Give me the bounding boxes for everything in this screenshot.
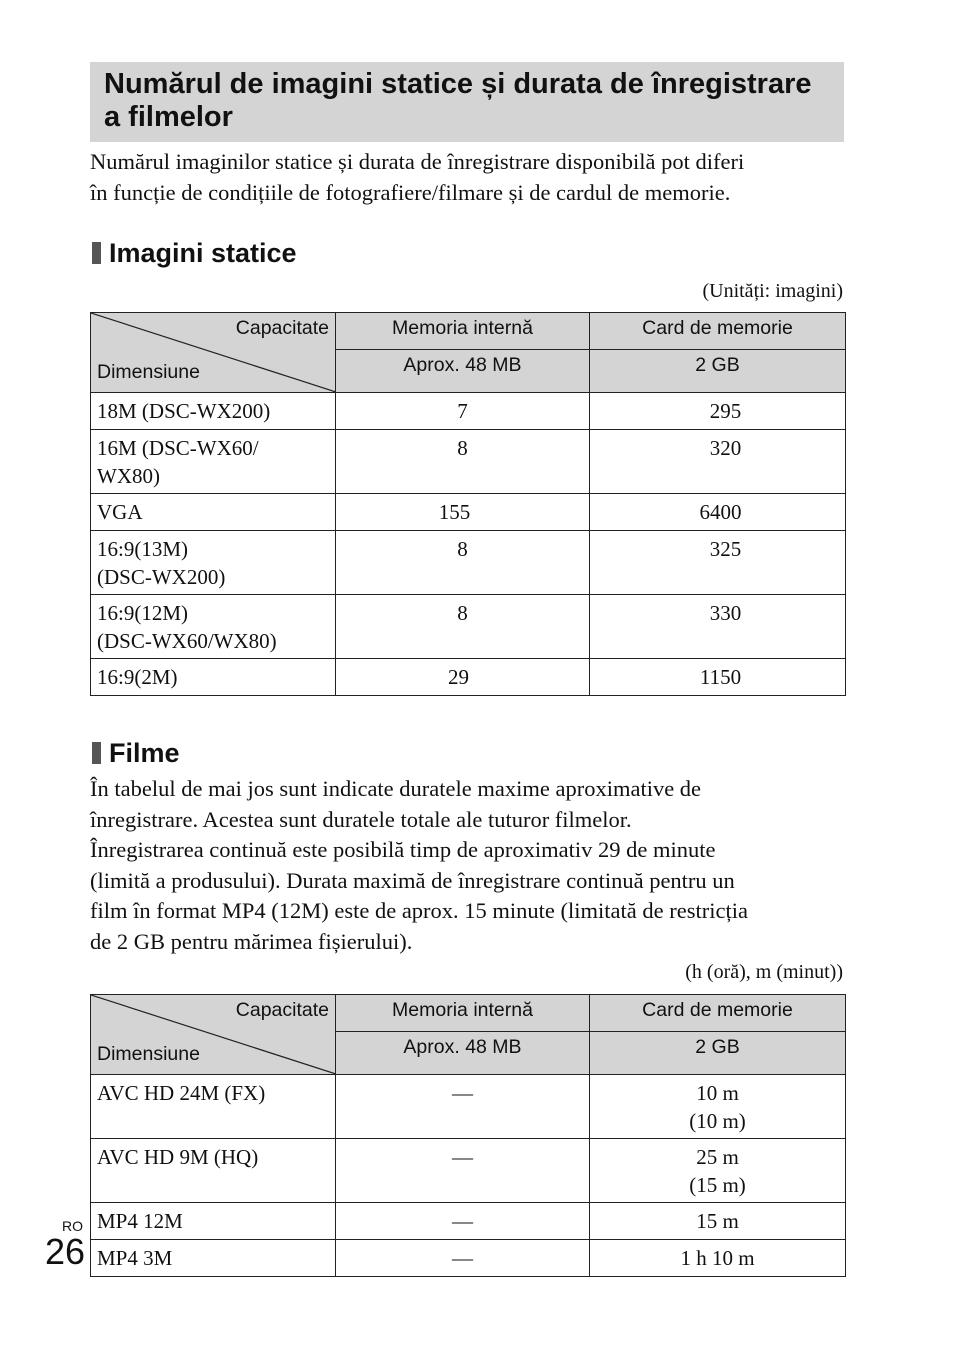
language-code: RO — [62, 1218, 83, 1234]
col-internal-header: Memoria internă — [336, 313, 590, 350]
movies-paragraph: În tabelul de mai jos sunt indicate duratele maxime aproximative de înregistrare. Acestea sunt duratele totale ale tuturor filmelor. Înregistrarea continuă este posibilă timp de aproximativ 29 de minute (limită a produsului). Durata maximă de înregistrare continuă pentru un film în format MP4 (12M) este de aprox. 15 minute (limitată de restricția de 2 GB pentru mărimea fișierului). — [90, 776, 748, 954]
table-row: AVC HD 24M (FX) — 10 m (10 m) — [91, 1075, 846, 1139]
table-row: 16:9(2M) 29 1150 — [91, 659, 846, 696]
col-card-header: Card de memorie — [590, 995, 846, 1032]
movies-units-note: (h (oră), m (minut)) — [685, 961, 843, 983]
movies-heading-text: Filme — [109, 738, 180, 768]
intro-paragraph: Numărul imaginilor statice și durata de înregistrare disponibilă pot diferi în funcție de condițiile de fotografiere/filmare și de cardul de memorie. — [90, 149, 745, 205]
table-row: 16:9(13M) (DSC-WX200) 8 325 — [91, 531, 846, 595]
table-row: MP4 3M — 1 h 10 m — [91, 1240, 846, 1277]
col-internal-header: Memoria internă — [336, 995, 590, 1032]
still-section-heading — [90, 238, 297, 268]
size-label: Dimensiune — [97, 361, 200, 383]
table-row: VGA 155 6400 — [91, 494, 846, 531]
section-marker-icon — [92, 242, 101, 264]
diagonal-header-cell — [91, 313, 336, 393]
page-number: 26 — [45, 1231, 86, 1272]
internal-capacity-header: Aprox. 48 MB — [336, 1032, 590, 1075]
table-row: 16:9(12M) (DSC-WX60/WX80) 8 330 — [91, 595, 846, 659]
table-row: MP4 12M — 15 m — [91, 1203, 846, 1240]
movies-section-heading — [90, 738, 180, 768]
diagonal-header-cell — [91, 995, 336, 1075]
still-heading-text: Imagini statice — [109, 238, 297, 268]
still-images-table — [90, 312, 846, 696]
size-label: Dimensiune — [97, 1043, 200, 1065]
table-row: AVC HD 9M (HQ) — 25 m (15 m) — [91, 1139, 846, 1203]
card-capacity-header: 2 GB — [590, 1032, 846, 1075]
card-capacity-header: 2 GB — [590, 350, 846, 393]
section-marker-icon — [92, 742, 101, 764]
col-card-header: Card de memorie — [590, 313, 846, 350]
movies-table — [90, 994, 846, 1277]
capacity-label: Capacitate — [235, 317, 329, 339]
still-units-note: (Unități: imagini) — [702, 280, 843, 302]
page-title: Numărul de imagini statice și durata de înregistrare a filmelor — [104, 68, 812, 133]
internal-capacity-header: Aprox. 48 MB — [336, 350, 590, 393]
title-banner — [90, 62, 844, 142]
table-row: 16M (DSC-WX60/ WX80) 8 320 — [91, 430, 846, 494]
table-row: 18M (DSC-WX200) 7 295 — [91, 393, 846, 430]
capacity-label: Capacitate — [235, 999, 329, 1021]
